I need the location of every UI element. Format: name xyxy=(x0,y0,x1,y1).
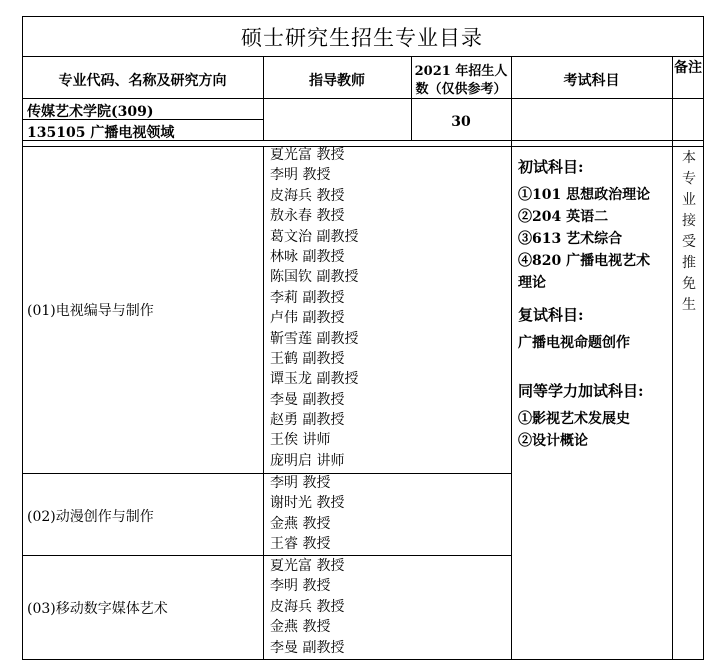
school-name: 传媒艺术学院(309) xyxy=(27,104,154,120)
advisor-item: 王睿 教授 xyxy=(270,536,331,553)
major-code-name: 135105 广播电视领域 xyxy=(27,125,175,141)
note-char: 免 xyxy=(682,276,696,292)
advisor-item: 敖永春 教授 xyxy=(270,208,345,225)
advisor-item: 金燕 教授 xyxy=(270,515,331,532)
header-advisors: 指导教师 xyxy=(309,73,365,89)
advisor-item: 陈国钦 副教授 xyxy=(270,269,359,286)
note-char: 本 xyxy=(682,150,696,166)
page-title: 硕士研究生招生专业目录 xyxy=(241,26,483,50)
advisor-list-01 xyxy=(270,145,358,471)
direction-name-01: (01)电视编导与制作 xyxy=(27,303,154,319)
advisor-item: 赵勇 副教授 xyxy=(270,412,345,429)
initial-exam-item: ①101 思想政治理论 xyxy=(518,187,651,203)
advisor-item: 金燕 教授 xyxy=(270,619,331,636)
advisor-item: 皮海兵 教授 xyxy=(270,598,345,615)
direction-name-02: (02)动漫创作与制作 xyxy=(27,509,154,525)
retest-title: 复试科目: xyxy=(518,306,584,324)
advisor-item: 夏光富 教授 xyxy=(270,558,345,574)
equiv-item: ①影视艺术发展史 xyxy=(518,411,630,427)
advisor-item: 李曼 副教授 xyxy=(270,391,345,408)
retest-item: 广播电视命题创作 xyxy=(518,335,630,351)
advisor-item: 王俟 讲师 xyxy=(270,432,331,449)
advisor-item: 谭玉龙 副教授 xyxy=(270,371,359,388)
advisor-list-03 xyxy=(270,556,344,658)
header-quota-line2: 数（仅供参考） xyxy=(415,82,507,97)
advisor-item: 靳雪莲 副教授 xyxy=(270,330,359,347)
direction-name-03: (03)移动数字媒体艺术 xyxy=(27,601,168,617)
initial-exam-item: ②204 英语二 xyxy=(518,209,609,225)
advisor-item: 谢时光 教授 xyxy=(270,495,345,512)
header-note: 备注 xyxy=(674,60,702,76)
advisor-item: 皮海兵 教授 xyxy=(270,187,345,204)
advisor-list-02 xyxy=(270,473,344,555)
initial-exam-item: ③613 艺术综合 xyxy=(518,231,623,247)
advisor-item: 卢伟 副教授 xyxy=(270,310,345,327)
note-char: 业 xyxy=(682,192,696,208)
equiv-title: 同等学力加试科目: xyxy=(518,382,644,400)
advisor-item: 王鹤 副教授 xyxy=(270,350,345,367)
advisor-item: 夏光富 教授 xyxy=(270,147,345,163)
advisor-item: 李明 教授 xyxy=(270,578,331,595)
note-char: 专 xyxy=(682,171,696,187)
initial-exam-title: 初试科目: xyxy=(518,158,584,176)
advisor-item: 李明 教授 xyxy=(270,475,331,491)
header-quota-line1: 2021 年招生人 xyxy=(414,64,508,79)
note-char: 生 xyxy=(682,297,696,313)
note-char: 受 xyxy=(682,234,696,250)
advisor-item: 李曼 副教授 xyxy=(270,639,345,656)
header-major: 专业代码、名称及研究方向 xyxy=(58,73,227,89)
advisor-item: 庞明启 讲师 xyxy=(270,452,345,469)
header-exam: 考试科目 xyxy=(563,73,620,89)
equiv-item: ②设计概论 xyxy=(518,433,588,449)
note-char: 接 xyxy=(682,213,696,229)
quota-value: 30 xyxy=(451,114,471,130)
initial-exam-item-cont: 理论 xyxy=(518,275,546,291)
note-char: 推 xyxy=(682,255,696,271)
advisor-item: 林咏 副教授 xyxy=(270,248,345,265)
note-text xyxy=(680,148,698,316)
advisor-item: 葛文治 副教授 xyxy=(270,228,359,245)
exam-subjects xyxy=(518,156,650,452)
advisor-item: 李明 教授 xyxy=(270,167,331,184)
advisor-item: 李莉 副教授 xyxy=(270,289,345,306)
initial-exam-item: ④820 广播电视艺术 xyxy=(518,253,651,269)
